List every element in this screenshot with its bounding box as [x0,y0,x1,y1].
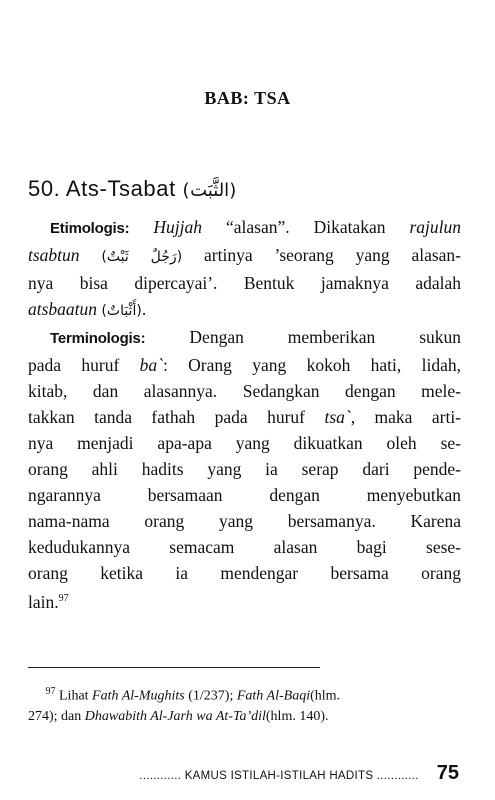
text-line: orang ketika ia mendengar bersama orang [28,563,461,583]
text-line: pada huruf ba`: Orang yang kokoh hati, lidah, [28,355,461,375]
text-line: ngarannya bersamaan dengan menyebutkan [28,485,461,505]
footnote-number: 97 [45,686,56,697]
text-line: Terminologis: Dengan memberikan sukun [50,327,462,347]
etymology-label: Etimologis: [50,220,130,237]
text-line: orang ahli hadits yang ia serap dari pende- [28,459,461,479]
text-line: atsbaatun (أَثْبَاتٌ). [28,299,147,319]
text-line: 274); dan Dhawabith Al-Jarh wa At-Ta’dil(hlm. 140). [28,708,329,724]
text-line: takkan tanda fathah pada huruf tsa`, maka arti- [28,407,462,427]
entry-body [28,214,461,615]
footnote [28,682,461,727]
text-line: lain.$^{97}$ [28,591,69,612]
terminology-label: Terminologis: [50,330,146,347]
footnote-divider [28,667,320,668]
text-line: nama-nama orang yang bersamanya. Karena [28,511,461,531]
text-line: Etimologis: Hujjah “alasan”. Dikatakan rajulun [50,217,461,237]
text-line: kitab, dan alasannya. Sedangkan dengan mele- [28,381,461,401]
entry-number-title: 50. Ats-Tsabat [28,176,176,201]
entry-arabic-term: (الثَّبَت) [182,180,237,201]
text-line: $^{97}$ Lihat Fath Al-Mughits (1/237); Fath Al-Baqi(hlm. [45,686,341,704]
page-number: 75 [436,762,459,784]
text-line: nya menjadi apa-apa yang dikuatkan oleh se- [28,433,461,453]
text-line: nya bisa dipercayai’. Bentuk jamaknya adalah [28,273,461,293]
running-title: ............ KAMUS ISTILAH-ISTILAH HADITS ............ [139,770,419,782]
entry-title [28,176,237,202]
footnote-reference: 97 [58,593,69,604]
text-line: kedudukannya semacam alasan bagi sese- [28,537,461,557]
text-line: tsabtun (رَجُلٌ ثَبْتٌ) artinya ’seorang yang alasan- [28,245,462,265]
chapter-header: BAB: TSA [204,88,291,108]
page-footer [60,762,459,785]
